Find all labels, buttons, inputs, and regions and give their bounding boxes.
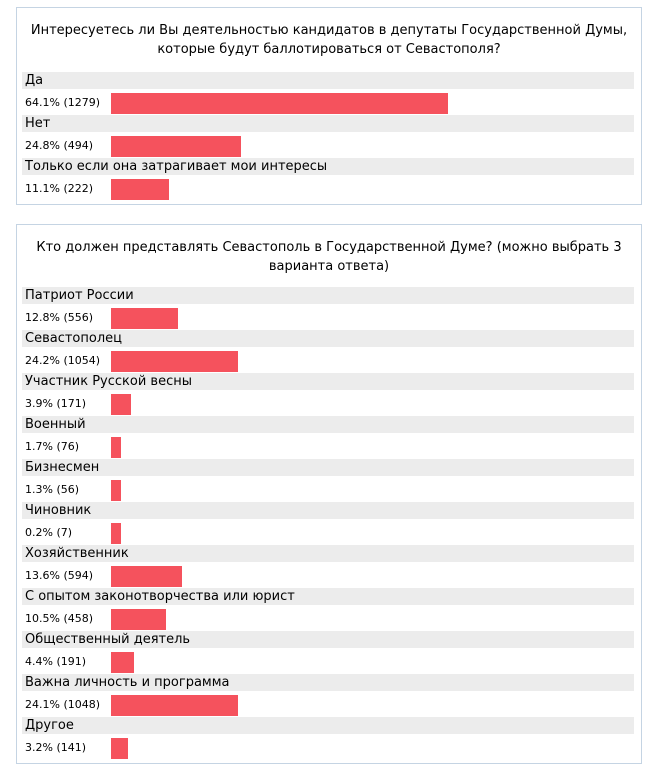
option-value: 3.9% (171) — [25, 397, 87, 410]
option-label: Участник Русской весны — [22, 373, 634, 390]
poll-title: Кто должен представлять Севастополь в Государственной Думе? (можно выбрать 3 варианта ответа) — [36, 240, 622, 274]
option-label: Важна личность и программа — [22, 674, 634, 691]
option-bar — [111, 609, 166, 630]
option-bar — [111, 652, 134, 673]
option-bar — [111, 394, 131, 415]
poll-representative — [16, 224, 642, 764]
option-bar — [111, 566, 182, 587]
option-bar — [111, 480, 121, 501]
option-label: Общественный деятель — [22, 631, 634, 648]
option-value: 24.1% (1048) — [25, 698, 101, 711]
option-value: 11.1% (222) — [25, 182, 94, 195]
option-bar — [111, 136, 241, 157]
option-value: 4.4% (191) — [25, 655, 87, 668]
option-label: Только если она затрагивает мои интересы — [22, 158, 634, 175]
option-label: Севастополец — [22, 330, 634, 347]
option-bar — [111, 93, 448, 114]
option-bar — [111, 437, 121, 458]
option-bar — [111, 308, 178, 329]
option-value: 1.3% (56) — [25, 483, 80, 496]
option-label: Бизнесмен — [22, 459, 634, 476]
option-bar — [111, 351, 238, 372]
poll-interest — [16, 7, 642, 205]
option-label: Да — [22, 72, 634, 89]
poll-title: Интересуетесь ли Вы деятельностью кандидатов в депутаты Государственной Думы, которые будут баллотироваться от Севастополя? — [30, 23, 628, 57]
option-label: Нет — [22, 115, 634, 132]
option-label: С опытом законотворчества или юрист — [22, 588, 634, 605]
option-value: 3.2% (141) — [25, 741, 87, 754]
option-bar — [111, 738, 128, 759]
option-bar — [111, 179, 169, 200]
option-bar — [111, 695, 238, 716]
option-label: Патриот России — [22, 287, 634, 304]
option-value: 24.2% (1054) — [25, 354, 101, 367]
option-value: 24.8% (494) — [25, 139, 94, 152]
option-value: 0.2% (7) — [25, 526, 73, 539]
option-value: 64.1% (1279) — [25, 96, 101, 109]
option-value: 10.5% (458) — [25, 612, 94, 625]
option-value: 13.6% (594) — [25, 569, 94, 582]
option-bar — [111, 523, 121, 544]
option-value: 12.8% (556) — [25, 311, 94, 324]
option-label: Другое — [22, 717, 634, 734]
option-value: 1.7% (76) — [25, 440, 80, 453]
option-label: Хозяйственник — [22, 545, 634, 562]
option-label: Военный — [22, 416, 634, 433]
option-label: Чиновник — [22, 502, 634, 519]
